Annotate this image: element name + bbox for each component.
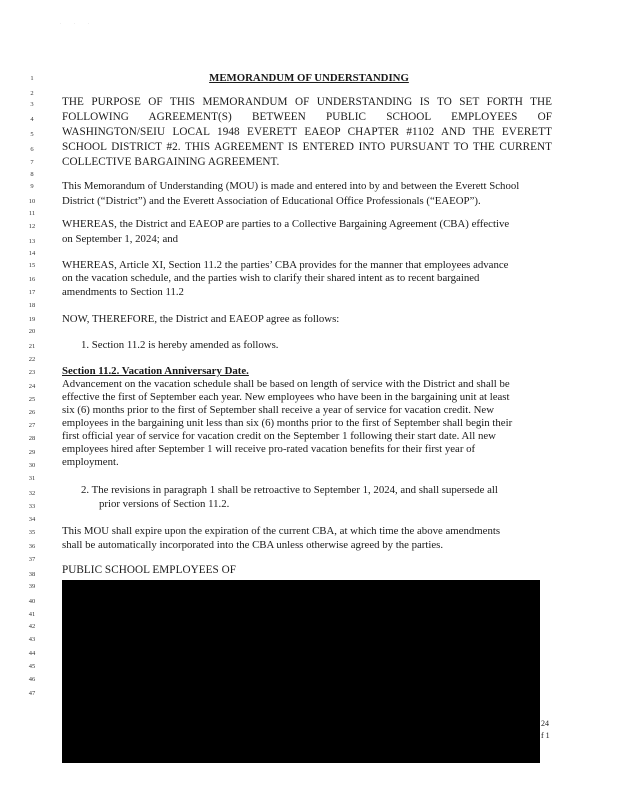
line-number: 37 — [28, 556, 36, 563]
line-number: 36 — [28, 543, 36, 550]
amendment-item-2-cont: prior versions of Section 11.2. — [99, 498, 230, 510]
scan-specks: . . . — [60, 20, 95, 25]
edge-text: 24 — [541, 719, 549, 728]
line-number: 1 — [30, 75, 34, 82]
line-number: 29 — [28, 449, 36, 456]
amendment-item-1: 1. Section 11.2 is hereby amended as follows. — [81, 339, 279, 351]
line-number: 9 — [30, 183, 34, 190]
line-number: 16 — [28, 276, 36, 283]
whereas-2-line: on the vacation schedule, and the parties wish to clarify their shared intent as to recent bargained — [62, 272, 480, 284]
line-number: 19 — [28, 316, 36, 323]
document-title: MEMORANDUM OF UNDERSTANDING — [209, 72, 409, 84]
line-number: 39 — [28, 583, 36, 590]
line-number: 35 — [28, 529, 36, 536]
line-number: 13 — [28, 238, 36, 245]
section-body-line: effective the first of September each year. New employees who have been in the bargaining unit at least — [62, 391, 510, 403]
expiration-line: This MOU shall expire upon the expiration of the current CBA, at which time the above amendments — [62, 525, 501, 537]
line-number: 6 — [30, 146, 34, 153]
line-number: 7 — [30, 159, 34, 166]
line-number: 27 — [28, 422, 36, 429]
line-number: 3 — [30, 101, 34, 108]
edge-text: f 1 — [541, 731, 550, 740]
line-number: 47 — [28, 690, 36, 697]
section-body-line: employees in the bargaining unit less than six (6) months prior to the first of September shall begin their — [62, 417, 513, 429]
section-body-line: employees hired after September 1 will receive pro-rated vacation benefits for their first year of — [62, 443, 476, 455]
line-number: 41 — [28, 611, 36, 618]
section-body-line: Advancement on the vacation schedule shall be based on length of service with the District and shall be — [62, 378, 510, 390]
line-number: 38 — [28, 571, 36, 578]
line-number: 23 — [28, 369, 36, 376]
line-number: 22 — [28, 356, 36, 363]
whereas-2-line: amendments to Section 11.2 — [62, 286, 184, 298]
line-number: 18 — [28, 302, 36, 309]
line-number: 42 — [28, 623, 36, 630]
purpose-line: SCHOOL DISTRICT #2. THIS AGREEMENT IS ENTERED INTO PURSUANT TO THE CURRENT — [62, 141, 552, 153]
line-number: 2 — [30, 90, 34, 97]
line-number: 4 — [30, 116, 34, 123]
line-number: 43 — [28, 636, 36, 643]
line-number: 10 — [28, 198, 36, 205]
intro-line: District (“District”) and the Everett Association of Educational Office Professionals (“EAEOP”). — [62, 195, 481, 207]
amendment-item-2: 2. The revisions in paragraph 1 shall be retroactive to September 1, 2024, and shall supersede all — [81, 484, 498, 496]
line-number: 12 — [28, 223, 36, 230]
section-body-line: six (6) months prior to the first of September shall receive a year of service for vacation credit. New — [62, 404, 495, 416]
purpose-line: COLLECTIVE BARGAINING AGREEMENT. — [62, 156, 280, 168]
line-number: 33 — [28, 503, 36, 510]
intro-line: This Memorandum of Understanding (MOU) is made and entered into by and between the Everett School — [62, 180, 520, 192]
line-number: 20 — [28, 328, 36, 335]
line-number: 31 — [28, 475, 36, 482]
line-number: 24 — [28, 383, 36, 390]
line-number: 5 — [30, 131, 34, 138]
line-number: 40 — [28, 598, 36, 605]
line-number: 28 — [28, 435, 36, 442]
purpose-line: FOLLOWING AGREEMENT(S) BETWEEN PUBLIC SCHOOL EMPLOYEES OF — [62, 111, 552, 123]
therefore-line: NOW, THEREFORE, the District and EAEOP agree as follows: — [62, 313, 340, 325]
whereas-2-line: WHEREAS, Article XI, Section 11.2 the parties’ CBA provides for the manner that employees advance — [62, 259, 509, 271]
whereas-1-line: WHEREAS, the District and EAEOP are parties to a Collective Bargaining Agreement (CBA) effective — [62, 218, 510, 230]
whereas-1-line: on September 1, 2024; and — [62, 233, 179, 245]
expiration-line: shall be automatically incorporated into the CBA unless otherwise agreed by the parties. — [62, 539, 444, 551]
line-number: 44 — [28, 650, 36, 657]
section-heading: Section 11.2. Vacation Anniversary Date. — [62, 365, 249, 377]
line-number: 14 — [28, 250, 36, 257]
line-number: 15 — [28, 262, 36, 269]
purpose-line: WASHINGTON/SEIU LOCAL 1948 EVERETT EAEOP CHAPTER #1102 AND THE EVERETT — [62, 126, 552, 138]
line-number: 32 — [28, 490, 36, 497]
line-number: 30 — [28, 462, 36, 469]
line-number: 45 — [28, 663, 36, 670]
line-number: 34 — [28, 516, 36, 523]
line-number: 17 — [28, 289, 36, 296]
line-number: 11 — [28, 210, 36, 217]
section-body-line: first official year of service for vacation credit on the September 1 following their start date. All new — [62, 430, 496, 442]
redaction-block — [62, 580, 540, 763]
signatory-heading: PUBLIC SCHOOL EMPLOYEES OF — [62, 564, 237, 576]
section-body-line: employment. — [62, 456, 119, 468]
line-number: 25 — [28, 396, 36, 403]
line-number: 26 — [28, 409, 36, 416]
line-number: 21 — [28, 343, 36, 350]
purpose-line: THE PURPOSE OF THIS MEMORANDUM OF UNDERSTANDING IS TO SET FORTH THE — [62, 96, 552, 108]
line-number: 8 — [30, 171, 34, 178]
line-number: 46 — [28, 676, 36, 683]
